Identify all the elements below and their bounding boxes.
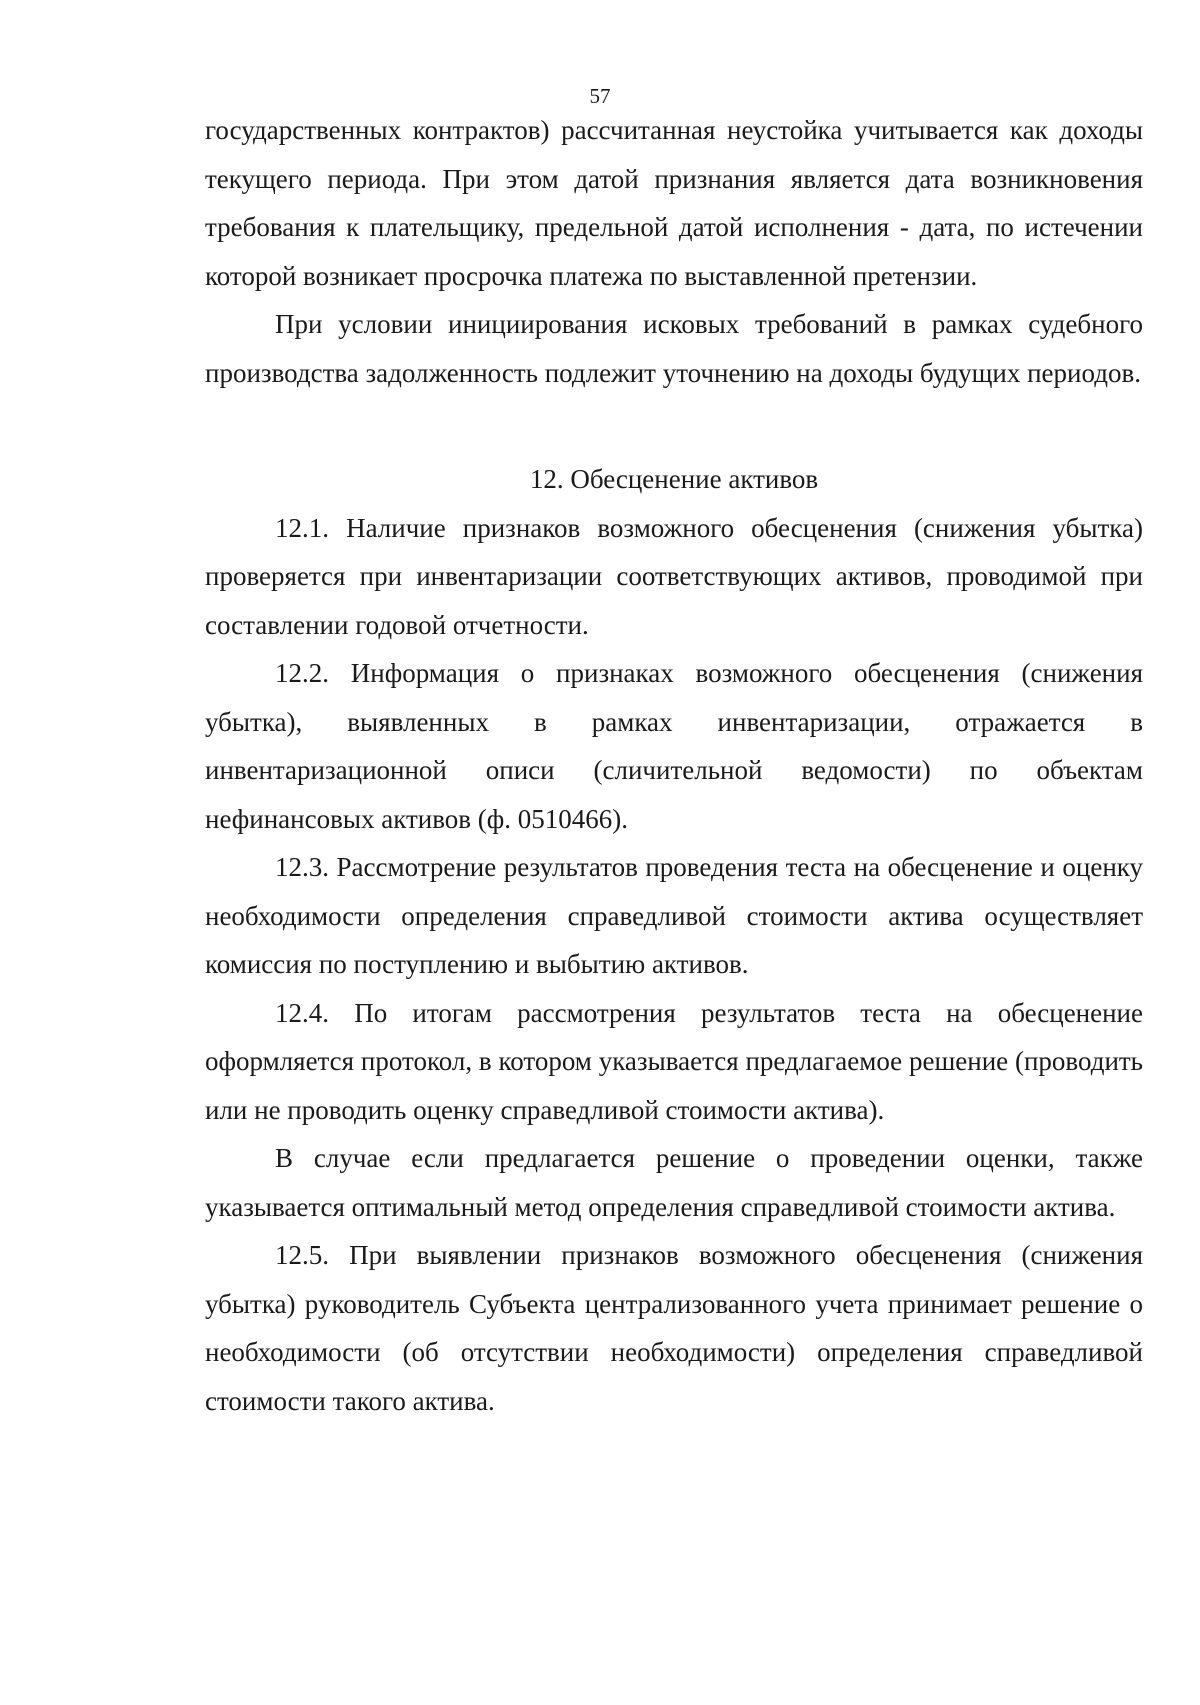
paragraph-valuation-method: В случае если предлагается решение о проведении оценки, также указывается оптимальный метод определения справедливой стоимости актива. [205, 1143, 1143, 1222]
paragraph-lawsuit-claims: При условии инициирования исковых требований в рамках судебного производства задолженность подлежит уточнению на доходы будущих периодов. [205, 309, 1143, 388]
section-title: 12. Обесценение активов [529, 464, 819, 494]
paragraph-12-5: 12.5. При выявлении признаков возможного обесценения (снижения убытка) руководитель Субъекта централизованного учета принимает решение о необходимости (об отсутствии необходимости) определения справедливой стоимости такого актива. [205, 1240, 1143, 1416]
paragraph-12-2: 12.2. Информация о признаках возможного обесценения (снижения убытка), выявленных в рамках инвентаризации, отражается в инвентаризационной описи (сличительной ведомости) по объектам нефинансовых активов (ф. 0510466). [205, 658, 1143, 834]
document-body [205, 106, 1143, 1425]
paragraph-continuation: государственных контрактов) рассчитанная неустойка учитывается как доходы текущего периода. При этом датой признания является дата возникновения требования к плательщику, предельной датой исполнения - дата, по истечении которой возникает просрочка платежа по выставленной претензии. [205, 115, 1143, 291]
paragraph-12-3: 12.3. Рассмотрение результатов проведения теста на обесценение и оценку необходимости определения справедливой стоимости актива осуществляет комиссия по поступлению и выбытию активов. [205, 852, 1143, 979]
paragraph-12-1: 12.1. Наличие признаков возможного обесценения (снижения убытка) проверяется при инвентаризации соответствующих активов, проводимой при составлении годовой отчетности. [205, 512, 1143, 640]
page-number: 57 [589, 84, 611, 108]
paragraph-12-4: 12.4. По итогам рассмотрения результатов теста на обесценение оформляется протокол, в котором указывается предлагаемое решение (проводить или не проводить оценку справедливой стоимости актива). [205, 997, 1143, 1125]
